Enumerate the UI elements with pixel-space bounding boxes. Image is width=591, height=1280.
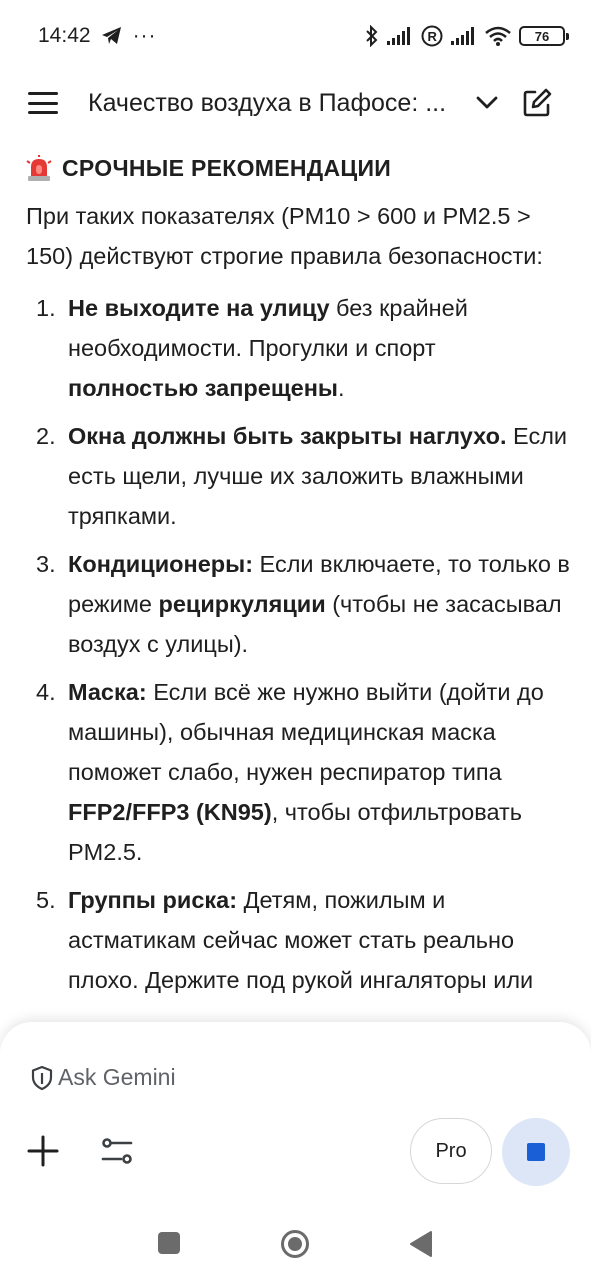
status-right bbox=[365, 25, 565, 47]
section-title-text: СРОЧНЫЕ РЕКОМЕНДАЦИИ bbox=[62, 155, 392, 181]
list-item-text: Если есть щели, лучше их заложить влажными тряпками. bbox=[68, 423, 568, 529]
siren-icon bbox=[26, 155, 52, 181]
status-more: ··· bbox=[132, 24, 157, 47]
list-number: 2. bbox=[36, 423, 56, 449]
prompt-input[interactable] bbox=[30, 1064, 176, 1091]
list-item-text: без крайней необходимости. Прогулки и спорт bbox=[68, 295, 468, 361]
list-item-text: Детям, пожилым и астматикам сейчас может стать реально плохо. Держите под рукой ингаляторы или bbox=[68, 887, 534, 993]
intro-paragraph: При таких показателях (PM10 > 600 и PM2.5 > 150) действуют строгие правила безопасности: bbox=[26, 203, 543, 269]
system-nav-bar bbox=[0, 1212, 591, 1276]
list-item-bold: Не выходите на улицу bbox=[68, 295, 330, 321]
chat-title[interactable]: Качество воздуха в Пафосе: ... bbox=[88, 88, 447, 117]
stop-button[interactable] bbox=[502, 1118, 570, 1186]
telegram-icon bbox=[101, 26, 123, 46]
menu-icon[interactable] bbox=[28, 92, 58, 114]
stop-icon bbox=[527, 1143, 545, 1161]
status-time: 14:42 bbox=[38, 24, 91, 47]
list-item-bold: FFP2/FFP3 (KN95) bbox=[68, 799, 272, 825]
list-item-text: , чтобы отфильтровать PM2.5. bbox=[68, 799, 523, 865]
list-item bbox=[26, 544, 571, 664]
recents-icon[interactable] bbox=[158, 1232, 180, 1254]
signal-icon bbox=[451, 27, 477, 45]
list-item-bold: Группы риска: bbox=[68, 887, 238, 913]
list-item-bold: полностью запрещены bbox=[68, 375, 338, 401]
shield-icon bbox=[30, 1065, 54, 1091]
status-left bbox=[38, 24, 157, 48]
section-title bbox=[26, 150, 571, 186]
app-header bbox=[0, 72, 591, 134]
model-pro-button[interactable]: Pro bbox=[410, 1118, 492, 1184]
list-item-bold: рециркуляции bbox=[158, 591, 326, 617]
edit-icon[interactable] bbox=[522, 88, 552, 118]
prompt-placeholder: Ask Gemini bbox=[58, 1064, 176, 1090]
list-item bbox=[26, 672, 571, 872]
list-item-bold: Кондиционеры: bbox=[68, 551, 254, 577]
list-number: 4. bbox=[36, 679, 56, 705]
status-bar bbox=[0, 0, 591, 72]
list-item bbox=[26, 288, 571, 408]
list-item-text: . bbox=[337, 375, 345, 401]
list-item-bold: Окна должны быть закрыты наглухо. bbox=[68, 423, 507, 449]
list-item bbox=[26, 416, 571, 536]
svg-text:R: R bbox=[427, 29, 437, 44]
wifi-icon bbox=[485, 26, 511, 46]
bluetooth-icon bbox=[365, 25, 379, 47]
response-content bbox=[26, 150, 571, 1008]
list-item bbox=[26, 880, 571, 1000]
home-icon[interactable] bbox=[280, 1229, 310, 1259]
list-number: 1. bbox=[36, 295, 56, 321]
recommendations-list bbox=[26, 288, 571, 1000]
list-number: 5. bbox=[36, 887, 56, 913]
list-number: 3. bbox=[36, 551, 56, 577]
signal-icon bbox=[387, 27, 413, 45]
list-item-text: Если всё же нужно выйти (дойти до машины), обычная медицинская маска поможет слабо, нужен респиратор типа bbox=[68, 679, 544, 785]
prompt-toolbar bbox=[0, 1118, 591, 1186]
battery-level: 76 bbox=[534, 28, 550, 44]
roaming-icon bbox=[421, 25, 443, 47]
plus-icon[interactable] bbox=[26, 1134, 60, 1168]
back-icon[interactable] bbox=[409, 1230, 433, 1258]
battery-icon bbox=[519, 26, 565, 46]
list-item-bold: Маска: bbox=[68, 679, 147, 705]
chevron-down-icon[interactable] bbox=[474, 90, 500, 116]
list-item-text: Если включаете, то только в режиме bbox=[68, 551, 570, 617]
list-item-text: (чтобы не засасывал воздух с улицы). bbox=[68, 591, 562, 657]
tools-icon[interactable] bbox=[100, 1134, 134, 1168]
